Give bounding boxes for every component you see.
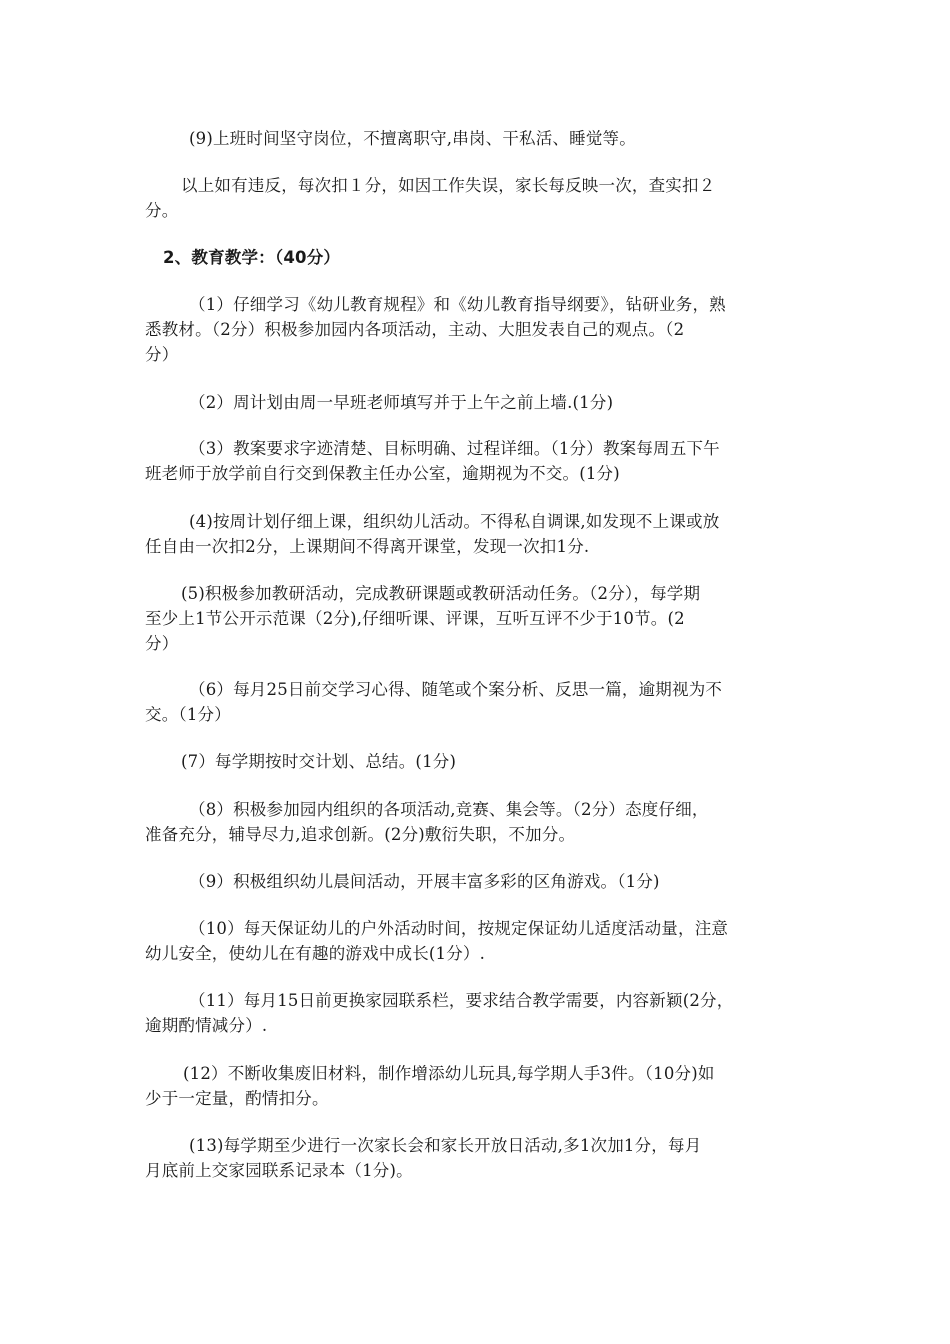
text-line: (5)积极参加教研活动，完成教研课题或教研活动任务。（2分），每学期 bbox=[181, 584, 701, 603]
text-line: （3）教案要求字迹清楚、目标明确、过程详细。（1分）教案每周五下午 bbox=[189, 439, 720, 458]
text-line: （6）每月25日前交学习心得、随笔或个案分析、反思一篇，逾期视为不 bbox=[189, 680, 723, 699]
text-line: 班老师于放学前自行交到保教主任办公室，逾期视为不交。(1分) bbox=[145, 464, 620, 483]
paragraph-item-9b bbox=[145, 869, 810, 894]
text-line: 准备充分，辅导尽力,追求创新。(2分)敷衍失职，不加分。 bbox=[145, 825, 576, 844]
paragraph-item-5 bbox=[145, 581, 810, 656]
section-heading bbox=[145, 245, 810, 270]
paragraph-item-10 bbox=[145, 916, 810, 966]
text-line: 逾期酌情减分）. bbox=[145, 1016, 268, 1035]
text-line: (12）不断收集废旧材料，制作增添幼儿玩具,每学期人手3件。（10分)如 bbox=[183, 1064, 715, 1083]
text-line: (7）每学期按时交计划、总结。(1分) bbox=[181, 752, 457, 771]
text-line: 分。 bbox=[145, 201, 179, 220]
text-line: 幼儿安全，使幼儿在有趣的游戏中成长(1分）. bbox=[145, 944, 486, 963]
paragraph-item-8 bbox=[145, 797, 810, 847]
text-line: 任自由一次扣2分，上课期间不得离开课堂，发现一次扣1分. bbox=[145, 537, 590, 556]
text-line: 交。（1分） bbox=[145, 705, 231, 724]
text-line: （8）积极参加园内组织的各项活动,竞赛、集会等。（2分）态度仔细， bbox=[189, 800, 709, 819]
paragraph-item-2 bbox=[145, 390, 810, 415]
text-line: 月底前上交家园联系记录本（1分)。 bbox=[145, 1161, 413, 1180]
paragraph-item-6 bbox=[145, 677, 810, 727]
text-line: 少于一定量，酌情扣分。 bbox=[145, 1089, 329, 1108]
paragraph-item-12 bbox=[145, 1061, 810, 1111]
text-line: （9）积极组织幼儿晨间活动，开展丰富多彩的区角游戏。（1分) bbox=[189, 872, 660, 891]
paragraph-item-3 bbox=[145, 436, 810, 486]
text-line: (9)上班时间坚守岗位，不擅离职守,串岗、干私活、睡觉等。 bbox=[189, 129, 636, 148]
text-line: （11）每月15日前更换家园联系栏，要求结合教学需要，内容新颖(2分， bbox=[189, 991, 734, 1010]
text-line: 悉教材。（2分）积极参加园内各项活动，主动、大胆发表自己的观点。（2 bbox=[145, 320, 685, 339]
text-line: （2）周计划由周一早班老师填写并于上午之前上墙.(1分) bbox=[189, 393, 614, 412]
paragraph-item-9 bbox=[145, 126, 810, 151]
text-line: (13)每学期至少进行一次家长会和家长开放日活动,多1次加1分，每月 bbox=[189, 1136, 702, 1155]
paragraph-item-13 bbox=[145, 1133, 810, 1183]
text-line: （10）每天保证幼儿的户外活动时间，按规定保证幼儿适度活动量，注意 bbox=[189, 919, 729, 938]
text-line: 至少上1节公开示范课（2分),仔细听课、评课，互听互评不少于10节。(2 bbox=[145, 609, 685, 628]
text-line: （1）仔细学习《幼儿教育规程》和《幼儿教育指导纲要》，钻研业务，熟 bbox=[189, 295, 726, 314]
text-line: 以上如有违反，每次扣１分，如因工作失误，家长每反映一次，查实扣２ bbox=[181, 176, 716, 195]
text-line: 分） bbox=[145, 634, 179, 653]
text-line: (4)按周计划仔细上课，组织幼儿活动。不得私自调课,如发现不上课或放 bbox=[189, 512, 720, 531]
paragraph-item-4 bbox=[145, 509, 810, 559]
paragraph-penalty-note bbox=[145, 173, 810, 223]
paragraph-item-11 bbox=[145, 988, 810, 1038]
text-line: 分） bbox=[145, 345, 179, 364]
paragraph-item-1 bbox=[145, 292, 810, 367]
paragraph-item-7 bbox=[145, 749, 810, 774]
heading-text: 2、教育教学：（40分） bbox=[163, 248, 341, 267]
